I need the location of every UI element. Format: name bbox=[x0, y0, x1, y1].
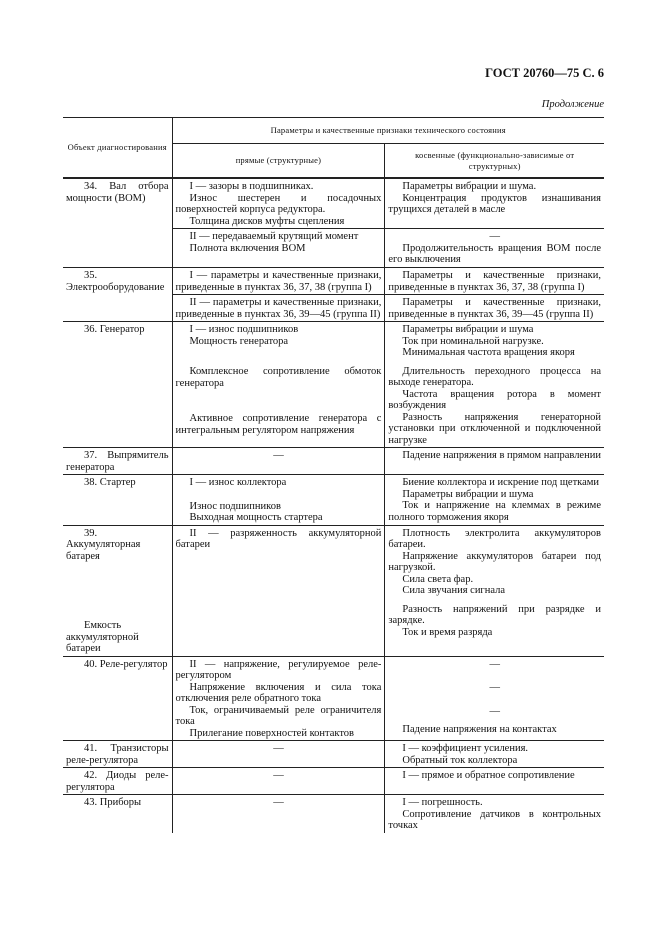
row-40-indirect: — — — Падение напряжения на контактах bbox=[385, 656, 604, 741]
row-38-direct: I — износ коллектора Износ подшипников Выходная мощность стартера bbox=[172, 475, 385, 526]
row-36-direct: I — износ подшипников Мощность генератора Комплексное сопротивление обмоток генератора Активное сопротивление генератора с интегральным регулятором напряжения bbox=[172, 322, 385, 448]
row-35-indirect-b: Параметры и качественные признаки, приведенные в пунктах 36, 39—45 (группа II) bbox=[385, 295, 604, 322]
row-38-indirect: Биение коллектора и искрение под щетками Параметры вибрации и шума Ток и напряжение на клеммах в режиме полного торможения якоря bbox=[385, 475, 604, 526]
row-40-object: 40. Реле-регулятор bbox=[63, 656, 172, 741]
row-39-object: 39. Аккумуляторная батарея Емкость аккумуляторной батареи bbox=[63, 525, 172, 656]
column-header-indirect: косвенные (функционально-зависимые от структурных) bbox=[385, 144, 604, 179]
row-39-object-capacity: Емкость аккумуляторной батареи bbox=[66, 620, 139, 654]
row-35-direct-b: II — параметры и качественные признаки, приведенные в пунктах 36, 39—45 (группа II) bbox=[172, 295, 385, 322]
row-36-object: 36. Генератор bbox=[63, 322, 172, 448]
row-43-object: 43. Приборы bbox=[63, 795, 172, 833]
standard-header: ГОСТ 20760—75 С. 6 bbox=[485, 66, 604, 80]
row-41-indirect: I — коэффициент усиления. Обратный ток коллектора bbox=[385, 741, 604, 768]
column-header-params: Параметры и качественные признаки технического состояния bbox=[172, 118, 604, 144]
row-43-indirect: I — погрешность. Сопротивление датчиков в контрольных точках bbox=[388, 797, 601, 831]
row-42-indirect: I — прямое и обратное сопротивление bbox=[385, 768, 604, 795]
row-40-direct: II — напряжение, регулируемое реле-регулятором Напряжение включения и сила тока отключения реле обратного тока Ток, ограничиваемый реле ограничителя тока Прилегание поверхностей контактов bbox=[172, 656, 385, 741]
row-41-object: 41. Транзисторы реле-регулятора bbox=[63, 741, 172, 768]
column-header-object: Объект диагностирования bbox=[63, 118, 172, 179]
row-39-direct: II — разряженность аккумуляторной батареи bbox=[172, 525, 385, 656]
row-34-direct-a: I — зазоры в подшипниках. Износ шестерен и посадочных поверхностей корпуса редуктора. Толщина дисков муфты сцепления bbox=[172, 178, 385, 229]
continuation-label: Продолжение bbox=[541, 99, 604, 110]
row-35-direct-a: I — параметры и качественные признаки, приведенные в пунктах 36, 37, 38 (группа I) bbox=[172, 268, 385, 295]
row-42-direct: — bbox=[172, 768, 385, 795]
row-36-indirect: Параметры вибрации и шума Ток при номинальной нагрузке. Минимальная частота вращения якоря Длительность переходного процесса на выходе генератора. Частота вращения ротора в момент возбуждения Разность напряжения генераторной установки при отключенной и подключенной нагрузке bbox=[385, 322, 604, 448]
row-37-indirect: Падение напряжения в прямом направлении bbox=[385, 448, 604, 475]
row-37-direct: — bbox=[172, 448, 385, 475]
row-34-indirect-b: — Продолжительность вращения ВОМ после его выключения bbox=[385, 229, 604, 268]
row-35-indirect-a: Параметры и качественные признаки, приведенные в пунктах 36, 37, 38 (группа I) bbox=[385, 268, 604, 295]
row-42-object: 42. Диоды реле-регулятора bbox=[63, 768, 172, 795]
row-35-object: 35. Электрооборудование bbox=[63, 268, 172, 322]
row-43-direct: — bbox=[172, 795, 385, 833]
diagnostics-table bbox=[63, 117, 604, 833]
row-39-indirect: Плотность электролита аккумуляторов батареи. Напряжение аккумуляторов батареи под нагрузкой. Сила света фар. Сила звучания сигнала Разность напряжений при разрядке и зарядке. Ток и время разряда bbox=[385, 525, 604, 656]
column-header-direct: прямые (структурные) bbox=[172, 144, 385, 179]
row-34-object: 34. Вал отбора мощности (ВОМ) bbox=[63, 178, 172, 268]
row-38-object: 38. Стартер bbox=[63, 475, 172, 526]
row-34-direct-b: II — передаваемый крутящий момент Полнота включения ВОМ bbox=[172, 229, 385, 268]
row-37-object: 37. Выпрямитель генератора bbox=[63, 448, 172, 475]
row-34-indirect-a: Параметры вибрации и шума. Концентрация продуктов изнашивания трущихся деталей в масле bbox=[385, 178, 604, 229]
row-41-direct: — bbox=[172, 741, 385, 768]
